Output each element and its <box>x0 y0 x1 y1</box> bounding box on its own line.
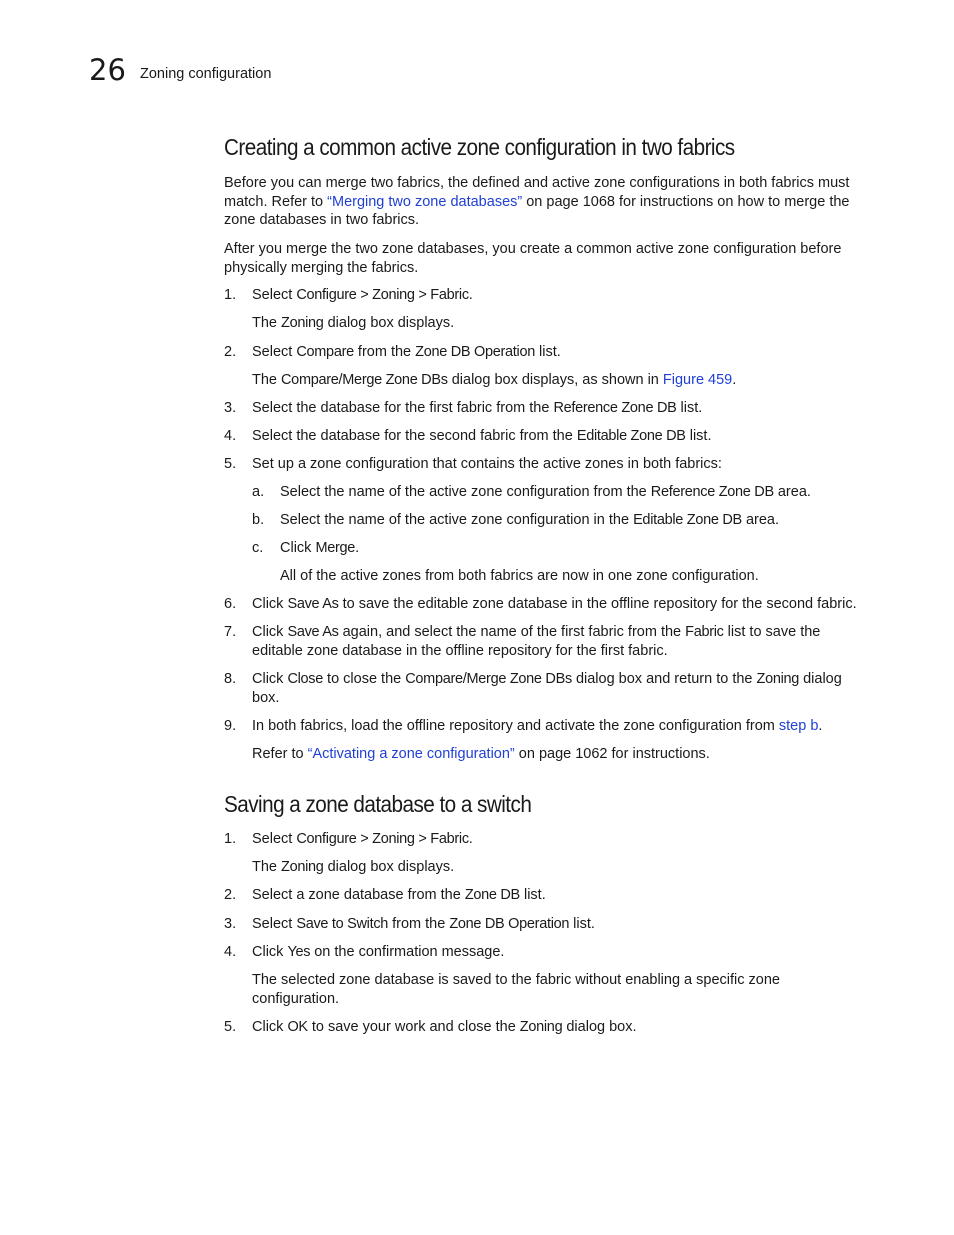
step-text: Select a zone database from the Zone DB list. <box>252 887 546 903</box>
step-text: Select Save to Switch from the Zone DB Operation list. <box>252 916 595 932</box>
step-number: 4. <box>224 428 237 444</box>
step-text: Click Yes on the confirmation message. <box>252 944 505 960</box>
step-number: 4. <box>224 944 237 960</box>
link-step-b[interactable]: step b <box>778 718 819 734</box>
step-note: The Zoning dialog box displays. <box>252 315 455 331</box>
step-number: 1. <box>224 287 237 303</box>
substep-letter: c. <box>252 540 264 556</box>
step-text: Select the database for the first fabric from the Reference Zone DB list. <box>252 400 703 416</box>
substep-text: Select the name of the active zone configuration in the Editable Zone DB area. <box>280 512 780 528</box>
link-activating-zone-configuration[interactable]: “Activating a zone configuration” <box>307 746 515 762</box>
step-note: The selected zone database is saved to the fabric without enabling a specific zone configuration. <box>252 972 780 1007</box>
step-number: 2. <box>224 887 237 903</box>
section-heading-saving-zone-database: Saving a zone database to a switch <box>224 791 532 817</box>
step-text: Select the database for the second fabric from the Editable Zone DB list. <box>252 428 712 444</box>
chapter-title: Zoning configuration <box>140 66 272 82</box>
step-text: Set up a zone configuration that contains the active zones in both fabrics: <box>252 456 722 472</box>
step-number: 5. <box>224 1019 237 1035</box>
step-text: In both fabrics, load the offline repository and activate the zone configuration from step b. <box>252 718 823 734</box>
step-text: Click OK to save your work and close the Zoning dialog box. <box>252 1019 637 1035</box>
step-text: Select Configure > Zoning > Fabric. <box>252 287 473 303</box>
section-heading-common-active-zone: Creating a common active zone configuration in two fabrics <box>224 134 735 160</box>
step-number: 9. <box>224 718 237 734</box>
substep-text: Select the name of the active zone configuration from the Reference Zone DB area. <box>280 484 811 500</box>
step-number: 2. <box>224 344 237 360</box>
intro-paragraph: Before you can merge two fabrics, the defined and active zone configurations in both fabrics must match. Refer to “Merging two zone databases” on page 1068 for instructions on how to merge the zone databases in two fabrics. <box>224 175 850 229</box>
link-figure-459[interactable]: Figure 459 <box>662 372 733 388</box>
step-note: The Compare/Merge Zone DBs dialog box displays, as shown in Figure 459. <box>252 372 737 388</box>
step-text: Select Configure > Zoning > Fabric. <box>252 831 473 847</box>
substep-letter: a. <box>252 484 265 500</box>
step-number: 1. <box>224 831 237 847</box>
step-text: Select Compare from the Zone DB Operation list. <box>252 344 561 360</box>
paragraph: After you merge the two zone databases, you create a common active zone configuration before physically merging the fabrics. <box>224 241 842 276</box>
chapter-number: 26 <box>89 53 126 87</box>
step-note: Refer to “Activating a zone configuration” on page 1062 for instructions. <box>252 746 710 762</box>
step-number: 3. <box>224 400 237 416</box>
step-text: Click Save As again, and select the name of the first fabric from the Fabric list to save the editable zone database in the offline repository for the first fabric. <box>252 624 821 659</box>
substep-text: Click Merge. <box>280 540 360 556</box>
step-number: 6. <box>224 596 237 612</box>
step-text: Click Close to close the Compare/Merge Zone DBs dialog box and return to the Zoning dialog box. <box>252 671 842 706</box>
step-number: 7. <box>224 624 237 640</box>
step-number: 8. <box>224 671 237 687</box>
link-merging-zone-databases[interactable]: “Merging two zone databases” <box>327 193 523 210</box>
substep-letter: b. <box>252 512 265 528</box>
step-note: The Zoning dialog box displays. <box>252 859 455 875</box>
step-number: 5. <box>224 456 237 472</box>
step-number: 3. <box>224 916 237 932</box>
step-text: Click Save As to save the editable zone database in the offline repository for the second fabric. <box>252 596 857 612</box>
substep-note: All of the active zones from both fabrics are now in one zone configuration. <box>280 568 759 584</box>
